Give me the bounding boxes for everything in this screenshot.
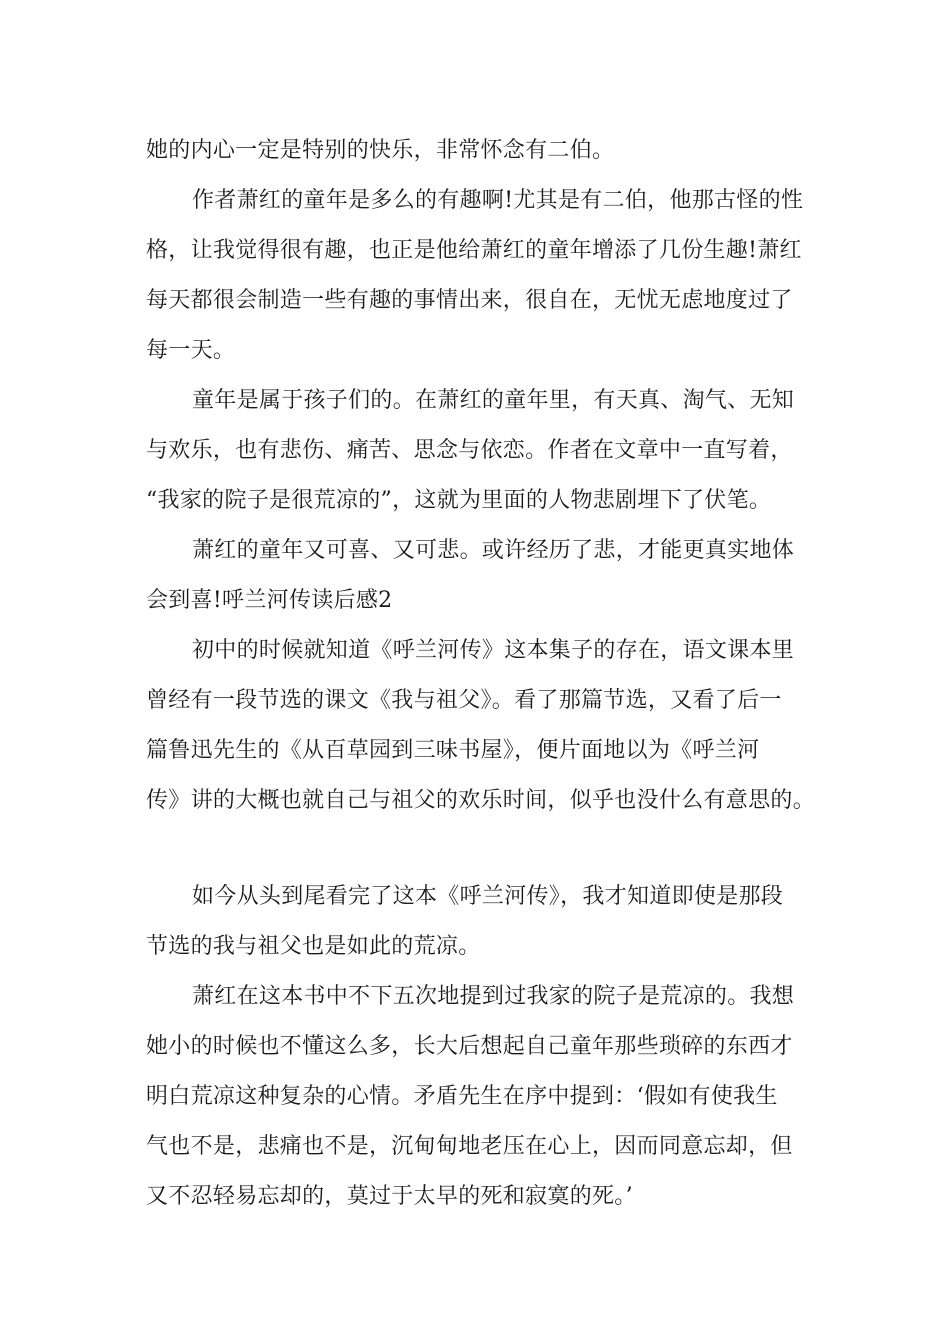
- paragraph-gap: [146, 826, 826, 872]
- text-line-8: “我家的院子是很荒凉的”，这就为里面的人物悲剧埋下了伏笔。: [146, 488, 772, 513]
- text-line-3: 格，让我觉得很有趣，也正是他给萧红的童年增添了几份生趣!萧红: [146, 238, 802, 263]
- text-line-18: 她小的时候也不懂这么多，长大后想起自己童年那些琐碎的东西才: [146, 1034, 793, 1059]
- text-line-14: 传》讲的大概也就自己与祖父的欢乐时间，似乎也没什么有意思的。: [146, 788, 816, 813]
- text-line-6: 童年是属于孩子们的。在萧红的童年里，有天真、淘气、无知: [192, 388, 795, 413]
- text-line-10: 会到喜!呼兰河传读后感2: [146, 588, 393, 613]
- text-line-4: 每天都很会制造一些有趣的事情出来，很自在，无忧无虑地度过了: [146, 288, 793, 313]
- text-line-9: 萧红的童年又可喜、又可悲。或许经历了悲，才能更真实地体: [192, 538, 795, 563]
- text-line-21: 又不忍轻易忘却的，莫过于太早的死和寂寞的死。’: [146, 1184, 633, 1209]
- text-line-7: 与欢乐，也有悲伤、痛苦、思念与依恋。作者在文章中一直写着，: [146, 438, 793, 463]
- document-page: [146, 126, 826, 1222]
- text-line-12: 曾经有一段节选的课文《我与祖父》。看了那篇节选，又看了后一: [146, 688, 782, 713]
- text-line-19: 明白荒凉这种复杂的心情。矛盾先生在序中提到：‘假如有使我生: [146, 1084, 778, 1109]
- text-line-15: 如今从头到尾看完了这本《呼兰河传》，我才知道即使是那段: [192, 884, 784, 909]
- text-line-17: 萧红在这本书中不下五次地提到过我家的院子是荒凉的。我想: [192, 984, 795, 1009]
- text-line-1: 她的内心一定是特别的快乐，非常怀念有二伯。: [146, 138, 615, 163]
- text-line-2: 作者萧红的童年是多么的有趣啊!尤其是有二伯，他那古怪的性: [192, 188, 804, 213]
- text-line-11: 初中的时候就知道《呼兰河传》这本集子的存在，语文课本里: [192, 638, 795, 663]
- text-line-16: 节选的我与祖父也是如此的荒凉。: [146, 934, 481, 959]
- text-line-13: 篇鲁迅先生的《从百草园到三味书屋》，便片面地以为《呼兰河: [146, 738, 760, 763]
- text-line-20: 气也不是，悲痛也不是，沉甸甸地老压在心上，因而同意忘却，但: [146, 1134, 793, 1159]
- text-line-5: 每一天。: [146, 338, 236, 363]
